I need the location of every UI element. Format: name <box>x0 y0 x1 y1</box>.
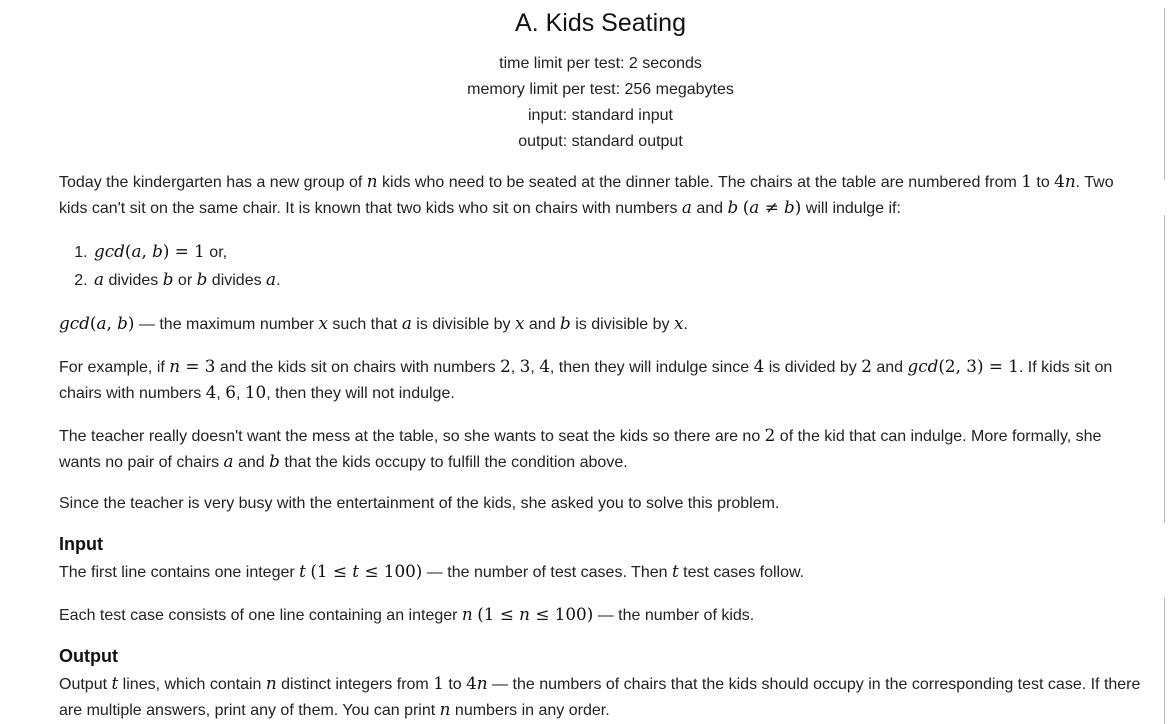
time-limit: time limit per test: 2 seconds <box>499 55 702 72</box>
output-section-heading: Output <box>59 646 118 666</box>
page-edge-divider <box>1164 598 1165 724</box>
problem-title: A. Kids Seating <box>515 9 686 37</box>
statement-paragraph-gcd-definition: gcd(a, b) — the maximum number x such that a is divisible by x and b is divisible by x. <box>59 313 688 333</box>
input-section-heading: Input <box>59 534 103 554</box>
input-paragraph-2: Each test case consists of one line containing an integer n (1 ≤ n ≤ 100) — the number of kids. <box>59 604 755 624</box>
input-file: input: standard input <box>528 107 673 124</box>
statement-paragraph-intro: Today the kindergarten has a new group of n kids who need to be seated at the dinner table. The chairs at the table are numbered from 1 to 4n. Two kids can't sit on the same chair. It is known that two kids who sit on chairs with numbers a and b (a ≠ b) will indulge if: <box>59 171 1114 217</box>
problem-statement <box>59 8 1142 723</box>
condition-item-2: 2. a divides b or b divides a. <box>92 266 1142 294</box>
statement-paragraph-teacher: The teacher really doesn't want the mess at the table, so she wants to seat the kids so there are no 2 of the kid that can indulge. More formally, she wants no pair of chairs a and b that the kids occupy to fulfill the condition above. <box>59 425 1102 471</box>
problem-limits <box>59 51 1142 155</box>
statement-paragraph-busy: Since the teacher is very busy with the entertainment of the kids, she asked you to solve this problem. <box>59 495 780 512</box>
statement-body <box>59 169 1142 723</box>
condition-item-1: 1. gcd(a, b) = 1 or, <box>92 238 1142 266</box>
statement-paragraph-example: For example, if n = 3 and the kids sit on chairs with numbers 2, 3, 4, then they will indulge since 4 is divided by 2 and gcd(2, 3) = 1. If kids sit on chairs with numbers 4, 6, 10, then they will not indulge. <box>59 356 1113 402</box>
input-paragraph-1: The first line contains one integer t (1 ≤ t ≤ 100) — the number of test cases. Then t test cases follow. <box>59 561 805 581</box>
problem-header <box>59 8 1142 155</box>
page-edge-divider <box>1164 8 1165 180</box>
conditions-list <box>59 238 1142 294</box>
page-edge-divider <box>1164 215 1165 523</box>
output-paragraph-1: Output t lines, which contain n distinct integers from 1 to 4n — the numbers of chairs that the kids should occupy in the corresponding test case. If there are multiple answers, print any of them. You can print n numbers in any order. <box>59 673 1141 719</box>
output-file: output: standard output <box>518 133 683 150</box>
memory-limit: memory limit per test: 256 megabytes <box>467 81 734 98</box>
